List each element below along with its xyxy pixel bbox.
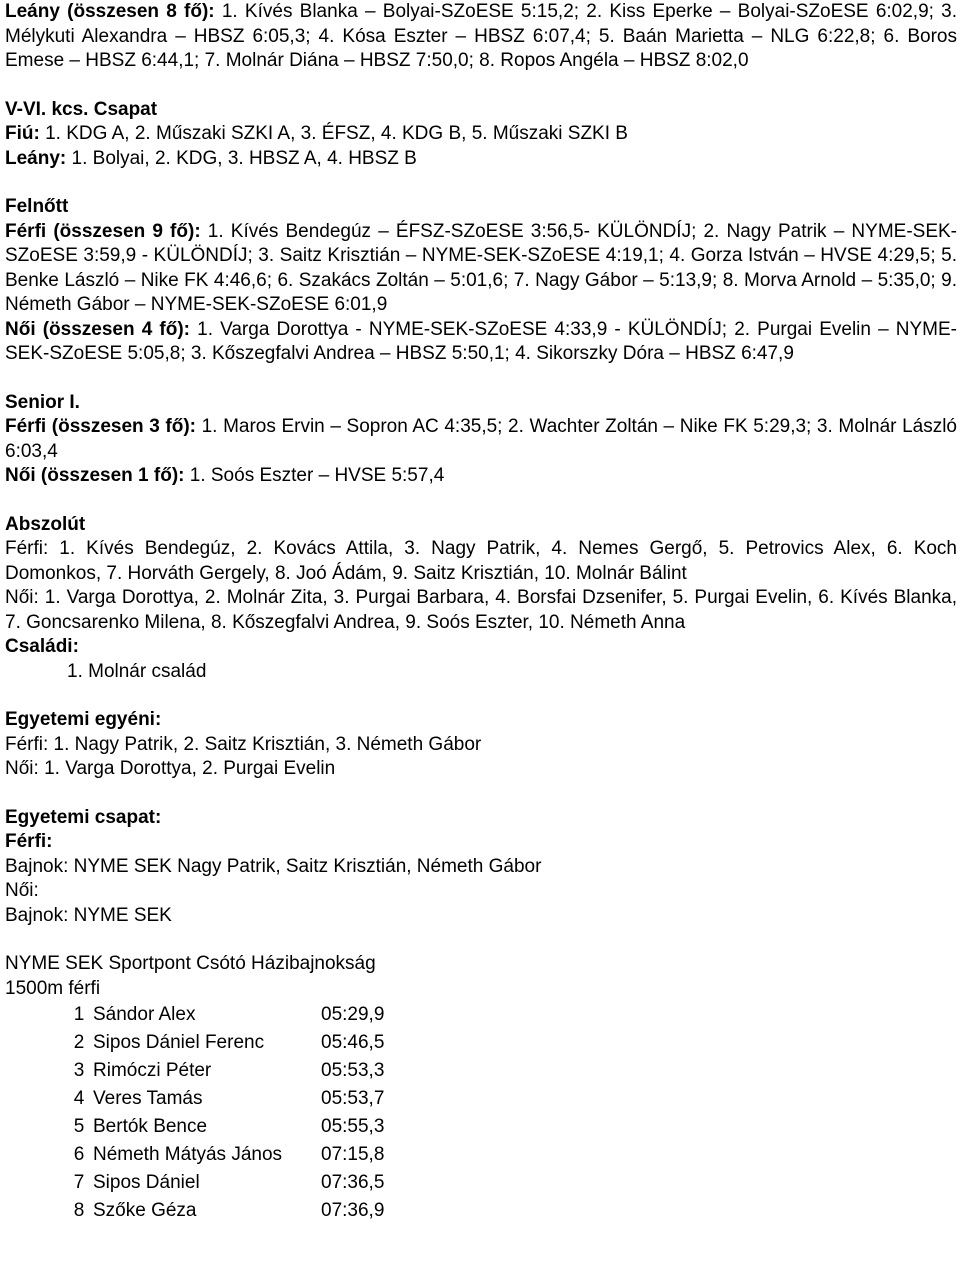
paragraph-text: 1500m férfi <box>5 977 101 999</box>
name-cell: Sándor Alex <box>93 1004 196 1025</box>
table-row <box>65 1029 384 1057</box>
time-cell: 05:46,5 <box>321 1032 385 1053</box>
time-cell: 07:36,5 <box>321 1172 385 1193</box>
paragraph-text: 1. Varga Dorottya - NYME-SEK-SZoESE 4:33,9 - KÜLÖNDÍJ; 2. Purgai Evelin – NYME-SEK-SZoESE 5:05,8; 3. Kőszegfalvi Andrea – HBSZ 5:50,1; 4. Sikorszky Dóra – HBSZ 6:47,9 <box>5 318 957 364</box>
rank-cell: 1 <box>73 1004 85 1025</box>
time-cell: 05:53,7 <box>321 1088 385 1109</box>
paragraph <box>5 806 957 831</box>
paragraph-text: Bajnok: NYME SEK <box>5 904 172 926</box>
paragraph-text: Női: <box>5 880 39 901</box>
paragraph-lead: Női (összesen 4 fő): <box>5 318 190 340</box>
rank-cell: 3 <box>73 1060 85 1081</box>
table-row <box>65 1141 384 1169</box>
time-cell: 05:29,9 <box>321 1004 385 1025</box>
name-cell: Németh Mátyás János <box>93 1144 283 1165</box>
paragraph <box>5 757 957 782</box>
paragraph-lead: Férfi (összesen 3 fő): <box>5 416 197 437</box>
paragraph <box>5 855 957 880</box>
paragraph-lead: V-VI. kcs. Csapat <box>5 98 158 120</box>
name-cell: Bertók Bence <box>93 1116 208 1137</box>
paragraph-text: 1. Soós Eszter – HVSE 5:57,4 <box>184 465 445 486</box>
paragraph <box>5 318 957 367</box>
paragraph-lead: Felnőtt <box>5 196 69 217</box>
table-row <box>65 1197 384 1225</box>
paragraph-text: Férfi: 1. Nagy Patrik, 2. Saitz Krisztián, 3. Németh Gábor <box>5 733 482 755</box>
paragraph <box>5 0 957 74</box>
paragraph <box>5 708 957 733</box>
paragraph-text: 1. Kívés Blanka – Bolyai-SZoESE 5:15,2; 2. Kiss Eperke – Bolyai-SZoESE 6:02,9; 3. Mélykuti Alexandra – HBSZ 6:05,3; 4. Kósa Eszter – HBSZ 6:07,4; 5. Baán Marietta – NLG 6:22,8; 6. Boros Emese – HBSZ 6:44,1; 7. Molnár Diána – HBSZ 7:50,0; 8. Ropos Angéla – HBSZ 8:02,0 <box>5 1 958 71</box>
rank-cell: 4 <box>73 1088 85 1109</box>
paragraph-lead: Női (összesen 1 fő): <box>5 465 185 486</box>
rank-cell: 6 <box>73 1144 85 1165</box>
paragraph <box>5 195 957 220</box>
paragraph <box>5 977 957 1002</box>
paragraph <box>5 904 957 929</box>
paragraph <box>5 635 957 660</box>
name-cell: Szőke Géza <box>93 1200 197 1221</box>
paragraph-text: Bajnok: NYME SEK Nagy Patrik, Saitz Krisztián, Németh Gábor <box>5 855 542 877</box>
paragraph <box>5 952 957 977</box>
table-row <box>65 1169 384 1197</box>
name-cell: Sipos Dániel <box>93 1172 200 1193</box>
paragraph-gap <box>5 171 957 195</box>
paragraph <box>5 415 957 464</box>
table-row <box>65 1113 384 1141</box>
paragraph <box>5 391 957 416</box>
paragraph-text: 1. Bolyai, 2. KDG, 3. HBSZ A, 4. HBSZ B <box>66 147 417 169</box>
paragraph-gap <box>5 928 957 952</box>
time-cell: 07:15,8 <box>321 1144 385 1165</box>
paragraph-text: 1. Molnár család <box>67 660 207 682</box>
paragraph-gap <box>5 74 957 98</box>
time-cell: 07:36,9 <box>321 1200 385 1221</box>
paragraph-lead: Senior I. <box>5 391 80 413</box>
paragraph-gap <box>5 782 957 806</box>
paragraph-lead: Egyetemi egyéni: <box>5 709 162 730</box>
table-row <box>65 1057 384 1085</box>
paragraph-lead: Egyetemi csapat: <box>5 806 162 828</box>
paragraph-gap <box>5 489 957 513</box>
name-cell: Rimóczi Péter <box>93 1060 212 1081</box>
paragraph-lead: Családi: <box>5 636 79 657</box>
paragraph-lead: Férfi: <box>5 831 53 852</box>
rank-cell: 8 <box>73 1200 85 1221</box>
paragraph-lead: Leány: <box>5 147 67 169</box>
paragraph-text: 1. Maros Ervin – Sopron AC 4:35,5; 2. Wachter Zoltán – Nike FK 5:29,3; 3. Molnár László 6:03,4 <box>5 416 957 462</box>
results-table <box>65 1001 384 1225</box>
rank-cell: 7 <box>73 1172 85 1193</box>
rank-cell: 5 <box>73 1116 85 1137</box>
paragraph-text: Női: 1. Varga Dorottya, 2. Purgai Evelin <box>5 758 336 779</box>
document-body <box>5 0 957 1001</box>
paragraph <box>5 98 957 123</box>
table-row <box>65 1085 384 1113</box>
paragraph-lead: Férfi (összesen 9 fő): <box>5 220 201 242</box>
paragraph <box>5 586 957 635</box>
paragraph-lead: Abszolút <box>5 513 86 535</box>
paragraph <box>5 830 957 855</box>
name-cell: Sipos Dániel Ferenc <box>93 1032 265 1053</box>
paragraph <box>5 879 957 904</box>
paragraph-lead: Leány (összesen 8 fő): <box>5 1 215 22</box>
paragraph <box>5 513 957 538</box>
time-cell: 05:55,3 <box>321 1116 385 1137</box>
paragraph-lead: Fiú: <box>5 123 40 144</box>
paragraph <box>5 122 957 147</box>
paragraph-gap <box>5 367 957 391</box>
paragraph <box>5 464 957 489</box>
paragraph-text: 1. KDG A, 2. Műszaki SZKI A, 3. ÉFSZ, 4. KDG B, 5. Műszaki SZKI B <box>39 123 628 144</box>
time-cell: 05:53,3 <box>321 1060 385 1081</box>
paragraph-text: Női: 1. Varga Dorottya, 2. Molnár Zita, 3. Purgai Barbara, 4. Borsfai Dzsenifer, 5. Purgai Evelin, 6. Kívés Blanka, 7. Goncsarenko Milena, 8. Kőszegfalvi Andrea, 9. Soós Eszter, 10. Németh Anna <box>5 587 957 633</box>
paragraph <box>5 147 957 172</box>
document-page <box>5 0 957 1225</box>
paragraph <box>5 660 957 685</box>
rank-cell: 2 <box>73 1032 85 1053</box>
name-cell: Veres Tamás <box>93 1088 203 1109</box>
paragraph <box>5 220 957 318</box>
paragraph-text: 1. Kívés Bendegúz – ÉFSZ-SZoESE 3:56,5- KÜLÖNDÍJ; 2. Nagy Patrik – NYME-SEK-SZoESE 3:59,9 - KÜLÖNDÍJ; 3. Saitz Krisztián – NYME-SEK-SZoESE 4:19,1; 4. Gorza István – HVSE 4:29,5; 5. Benke László – Nike FK 4:46,6; 6. Szakács Zoltán – 5:01,6; 7. Nagy Gábor – 5:13,9; 8. Morva Arnold – 5:35,0; 9. Németh Gábor – NYME-SEK-SZoESE 6:01,9 <box>5 220 957 315</box>
paragraph <box>5 537 957 586</box>
paragraph-gap <box>5 684 957 708</box>
paragraph-text: Férfi: 1. Kívés Bendegúz, 2. Kovács Attila, 3. Nagy Patrik, 4. Nemes Gergő, 5. Petrovics Alex, 6. Koch Domonkos, 7. Horváth Gergely, 8. Joó Ádám, 9. Saitz Krisztián, 10. Molnár Bálint <box>5 538 957 584</box>
table-row <box>65 1001 384 1029</box>
paragraph-text: NYME SEK Sportpont Csótó Házibajnokság <box>5 953 376 974</box>
paragraph <box>5 733 957 758</box>
